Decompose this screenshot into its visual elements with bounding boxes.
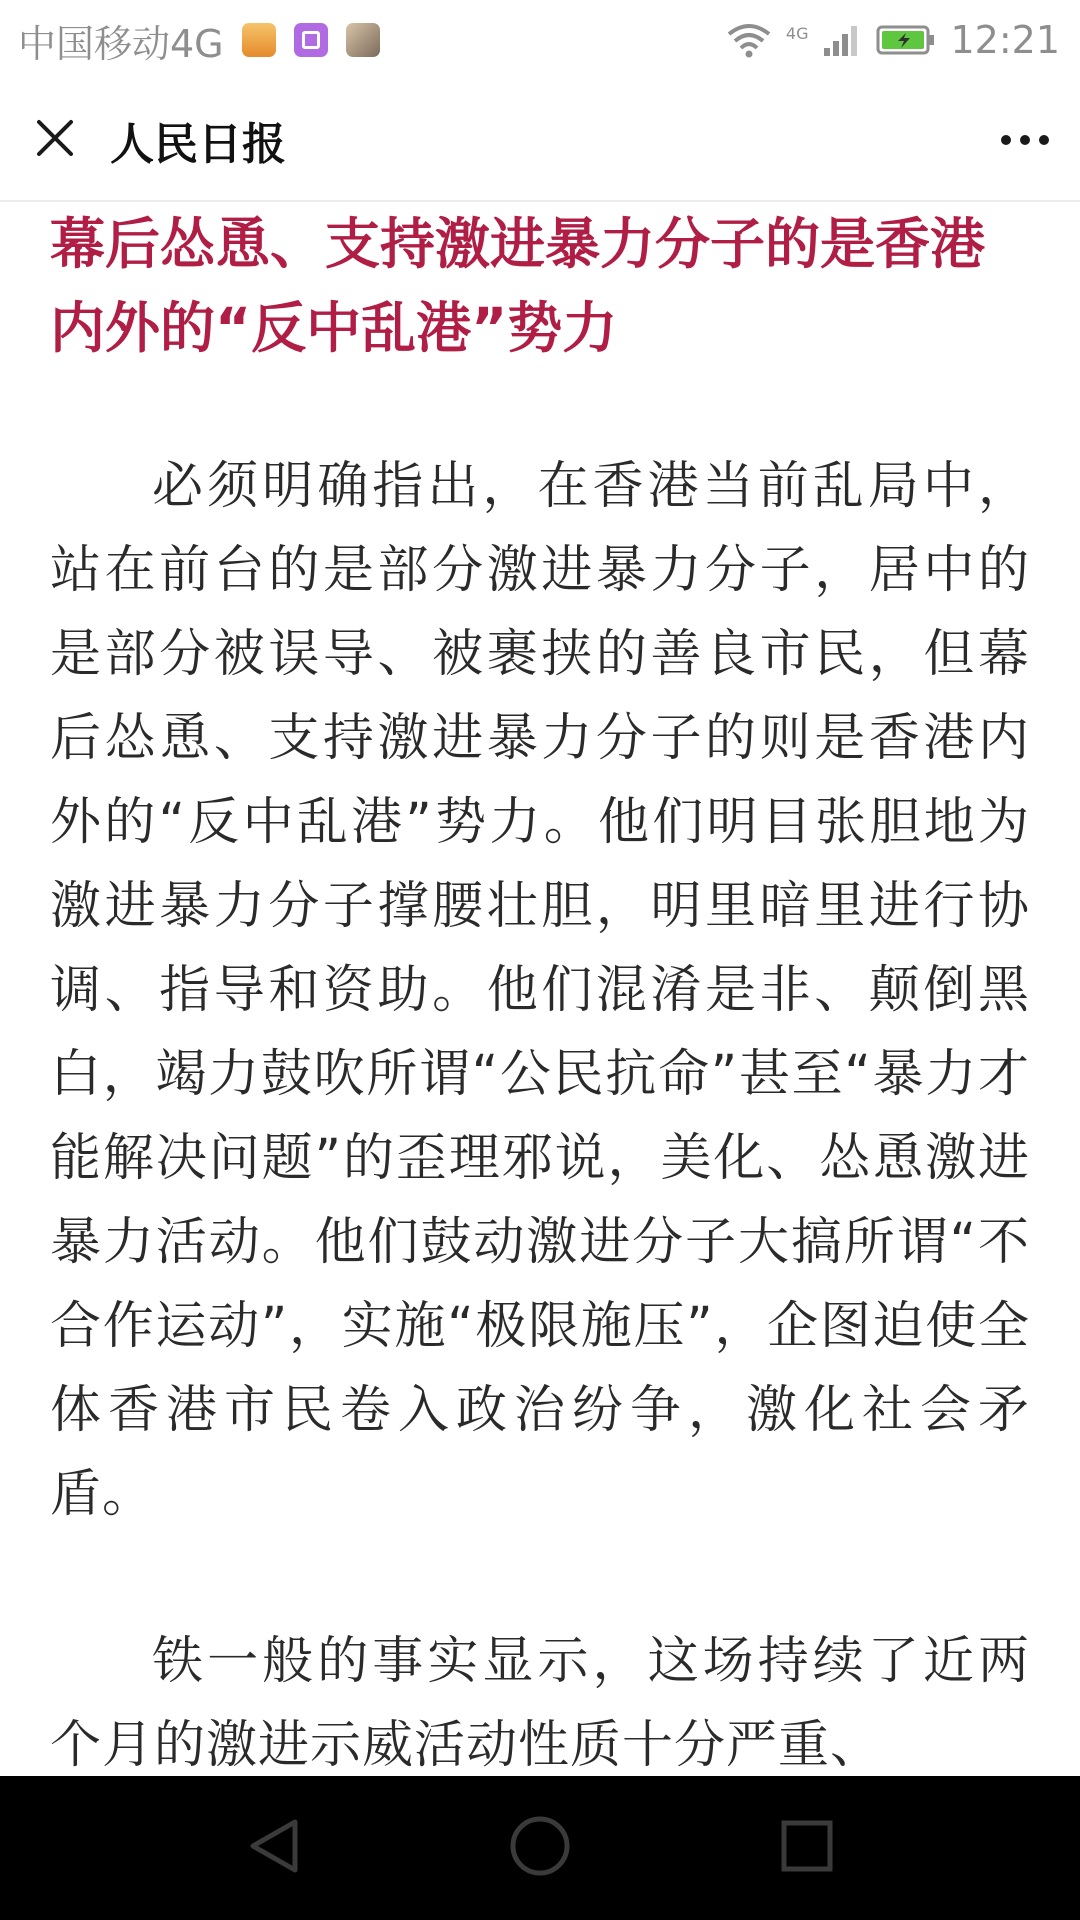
- gallery-icon: [294, 23, 328, 57]
- status-left: [0, 13, 380, 68]
- recents-icon: [779, 1818, 835, 1878]
- carrier-label: 中国移动4G: [18, 21, 224, 66]
- wifi-icon: [726, 22, 772, 58]
- page-title: 人民日报: [110, 119, 286, 170]
- more-button[interactable]: [970, 79, 1080, 201]
- back-icon: [245, 1816, 301, 1880]
- status-right: [726, 18, 1080, 62]
- article-paragraph: 必须明确指出，在香港当前乱局中，站在前台的是部分激进暴力分子，居中的是部分被误导、被裹挟的善良市民，但幕后怂恿、支持激进暴力分子的则是香港内外的“反中乱港”势力。他们明目张胆地为激进暴力分子撑腰壮胆，明里暗里进行协调、指导和资助。他们混淆是非、颠倒黑白，竭力鼓吹所谓“公民抗命”甚至“暴力才能解决问题”的歪理邪说，美化、怂恿激进暴力活动。他们鼓动激进分子大搞所谓“不合作运动”，实施“极限施压”，企图迫使全体香港市民卷入政治纷争，激化社会矛盾。: [50, 457, 1030, 1524]
- close-button[interactable]: [0, 79, 110, 201]
- status-bar: [0, 0, 1080, 80]
- battery-charging-icon: [876, 24, 936, 56]
- recents-button[interactable]: [762, 1803, 852, 1893]
- network-type-label: 4G: [785, 24, 809, 43]
- photo-thumbnail-icon: [346, 23, 380, 57]
- app-notification-icon: [242, 23, 276, 57]
- close-icon: [35, 118, 75, 162]
- app-header: [0, 80, 1080, 202]
- article-body[interactable]: [0, 202, 1080, 1776]
- article-headline: 幕后怂恿、支持激进暴力分子的是香港内外的“反中乱港”势力: [50, 212, 986, 360]
- home-button[interactable]: [495, 1803, 585, 1893]
- more-icon: [1000, 131, 1050, 150]
- article-paragraph: 铁一般的事实显示，这场持续了近两个月的激进示威活动性质十分严重、: [50, 1632, 1030, 1775]
- signal-icon: [822, 22, 862, 58]
- navigation-bar: [0, 1776, 1080, 1920]
- home-icon: [508, 1814, 572, 1882]
- clock: 12:21: [950, 18, 1060, 62]
- back-button[interactable]: [228, 1803, 318, 1893]
